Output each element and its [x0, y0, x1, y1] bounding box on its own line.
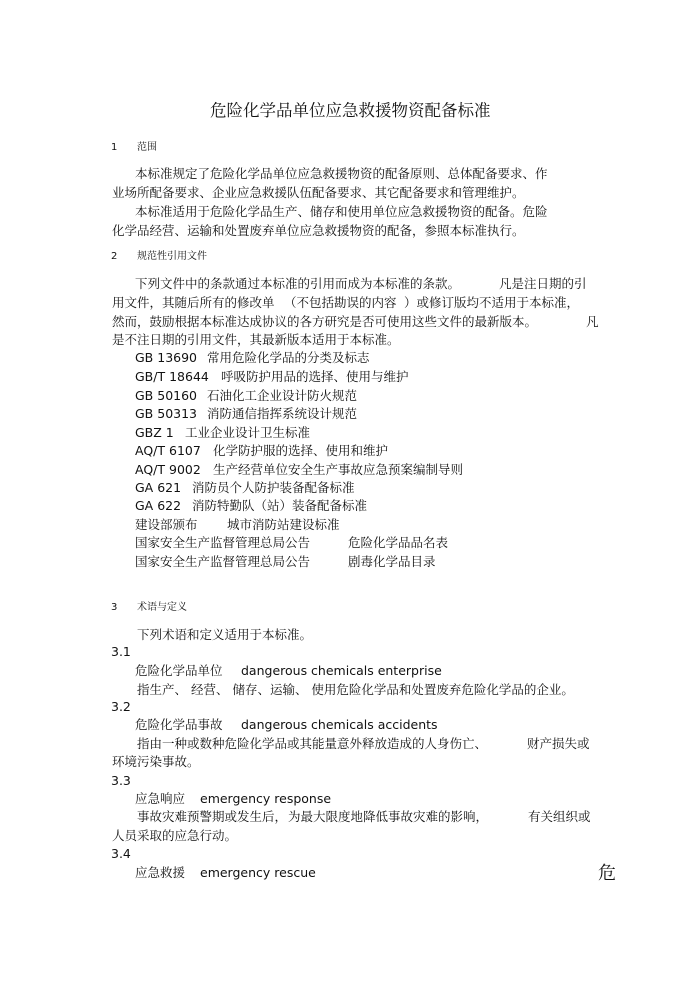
reference-title: 城市消防站建设标准: [227, 517, 340, 532]
term-definition: 指由一种或数种危险化学品或其能量意外释放造成的人身伤亡、: [137, 736, 488, 751]
reference-title: 化学防护服的选择、使用和维护: [213, 443, 389, 458]
section-title: 范围: [137, 142, 157, 153]
term-name-zh: 应急救援: [135, 865, 186, 880]
term-name-zh: 危险化学品单位: [135, 663, 223, 678]
section-title: 规范性引用文件: [137, 251, 207, 262]
reference-title: 石油化工企业设计防火规范: [207, 388, 358, 403]
paragraph-line: 凡是注日期的引: [499, 276, 587, 291]
reference-title: 生产经营单位安全生产事故应急预案编制导则: [213, 462, 464, 477]
reference-title: 危险化学品品名表: [348, 535, 449, 550]
term-definition: 事故灾难预警期或发生后，: [137, 809, 288, 824]
term-name-en: emergency response: [200, 791, 332, 806]
reference-code: GB 13690: [135, 350, 197, 365]
paragraph-line: （不包括勘误的内容: [284, 295, 397, 310]
term-definition: 为最大限度地降低事故灾难的影响，: [288, 809, 489, 824]
term-definition: 财产损失或: [527, 736, 590, 751]
paragraph-line: 本标准适用于危险化学品生产、储存和使用单位应急救援物资的配备。危险: [135, 204, 548, 219]
paragraph-line: 凡: [586, 314, 599, 329]
section-title: 术语与定义: [137, 602, 187, 613]
paragraph-line: 用文件，其随后所有的修改单: [112, 295, 275, 310]
reference-title: 消防特勤队（站）装备配备标准: [192, 498, 368, 513]
term-number: 3.3: [111, 773, 131, 788]
term-number: 3.2: [111, 699, 131, 714]
reference-code: 国家安全生产监督管理总局公告: [135, 554, 311, 569]
paragraph-line: 下列文件中的条款通过本标准的引用而成为本标准的条款。: [135, 276, 461, 291]
reference-title: 工业企业设计卫生标准: [185, 425, 311, 440]
reference-code: 国家安全生产监督管理总局公告: [135, 535, 311, 550]
paragraph-line: 下列术语和定义适用于本标准。: [137, 627, 313, 642]
reference-code: GB 50160: [135, 388, 197, 403]
term-number: 3.4: [111, 846, 131, 861]
reference-title: 消防通信指挥系统设计规范: [207, 406, 358, 421]
reference-title: 呼吸防护用品的选择、使用与维护: [221, 369, 409, 384]
reference-code: AQ/T 6107: [135, 443, 201, 458]
paragraph-line: 是不注日期的引用文件，其最新版本适用于本标准。: [112, 332, 400, 347]
reference-code: GB/T 18644: [135, 369, 209, 384]
term-number: 3.1: [111, 644, 131, 659]
margin-character: 危: [598, 863, 616, 884]
paragraph-line: ）或修订版均不适用于本标准，: [404, 295, 580, 310]
reference-code: GB 50313: [135, 406, 197, 421]
reference-title: 剧毒化学品目录: [348, 554, 436, 569]
section-number: 1: [111, 142, 118, 153]
reference-code: GBZ 1: [135, 425, 174, 440]
document-title: 危险化学品单位应急救援物资配备标准: [210, 101, 491, 120]
term-definition: 人员采取的应急行动。: [112, 828, 238, 843]
reference-code: GA 621: [135, 480, 182, 495]
section-number: 2: [111, 251, 118, 262]
reference-title: 常用危险化学品的分类及标志: [207, 350, 370, 365]
section-number: 3: [111, 602, 118, 613]
reference-title: 消防员个人防护装备配备标准: [192, 480, 355, 495]
term-name-en: dangerous chemicals enterprise: [241, 663, 442, 678]
term-name-en: dangerous chemicals accidents: [241, 717, 438, 732]
reference-code: GA 622: [135, 498, 182, 513]
term-definition: 有关组织或: [528, 809, 591, 824]
term-name-en: emergency rescue: [200, 865, 316, 880]
term-definition: 环境污染事故。: [112, 754, 200, 769]
term-name-zh: 危险化学品事故: [135, 717, 223, 732]
paragraph-line: 本标准规定了危险化学品单位应急救援物资的配备原则、总体配备要求、作: [135, 166, 548, 181]
reference-code: 建设部颁布: [135, 517, 198, 532]
term-definition: 指生产、 经营、 储存、运输、 使用危险化学品和处置废弃危险化学品的企业。: [137, 682, 574, 697]
paragraph-line: 然而，鼓励根据本标准达成协议的各方研究是否可使用这些文件的最新版本。: [112, 314, 538, 329]
reference-code: AQ/T 9002: [135, 462, 201, 477]
paragraph-line: 业场所配备要求、企业应急救援队伍配备要求、其它配备要求和管理维护。: [112, 185, 525, 200]
term-name-zh: 应急响应: [135, 791, 186, 806]
paragraph-line: 化学品经营、运输和处置废弃单位应急救援物资的配备，参照本标准执行。: [112, 223, 525, 238]
